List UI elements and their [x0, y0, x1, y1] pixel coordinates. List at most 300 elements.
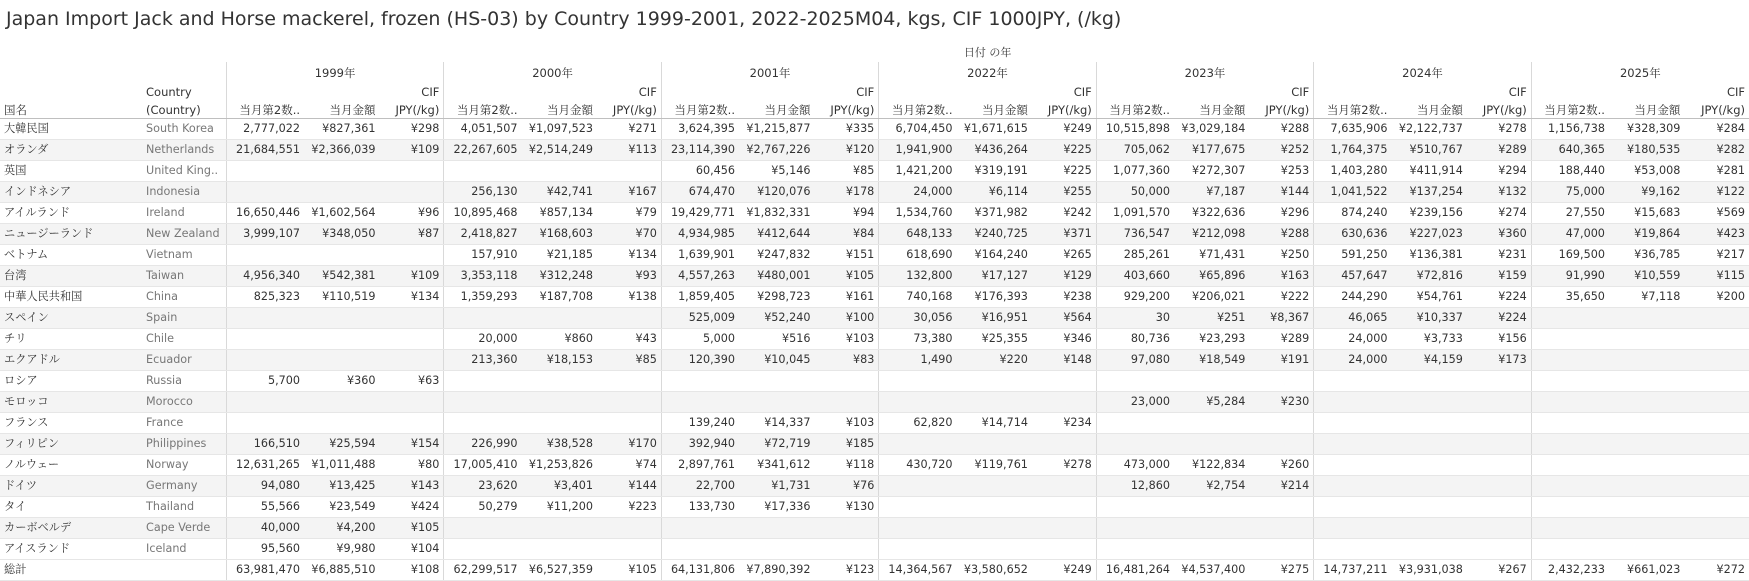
amount-cell: ¥11,200: [522, 497, 597, 518]
qty-cell: 874,240: [1314, 203, 1392, 224]
cif-header-line1: CIF: [856, 85, 875, 99]
cif-cell: ¥289: [1249, 329, 1313, 350]
amount-cell: ¥1,731: [739, 476, 814, 497]
cif-cell: [597, 413, 661, 434]
cif-cell: [1467, 539, 1531, 560]
cif-cell: ¥224: [1467, 287, 1531, 308]
amount-cell: ¥72,816: [1391, 266, 1466, 287]
qty-cell: 1,639,901: [661, 245, 739, 266]
amount-cell: [1609, 350, 1684, 371]
amount-cell: [1174, 518, 1249, 539]
qty-cell: 648,133: [879, 224, 957, 245]
amount-cell: ¥14,337: [739, 413, 814, 434]
amount-cell: [1174, 497, 1249, 518]
table-row: [0, 371, 1749, 392]
qty-cell: 188,440: [1531, 161, 1609, 182]
cif-cell: [597, 308, 661, 329]
qty-cell: [1531, 371, 1609, 392]
qty-cell: 14,737,211: [1314, 560, 1392, 581]
qty-cell: 62,299,517: [444, 560, 522, 581]
cif-cell: [1467, 413, 1531, 434]
country-name-ja: タイ: [0, 497, 142, 518]
amount-cell: [1391, 518, 1466, 539]
cif-cell: [597, 539, 661, 560]
qty-cell: 5,700: [226, 371, 304, 392]
amount-cell: [304, 182, 379, 203]
qty-cell: 674,470: [661, 182, 739, 203]
qty-cell: [226, 182, 304, 203]
country-name-ja: ベトナム: [0, 245, 142, 266]
qty-cell: [226, 392, 304, 413]
qty-cell: 825,323: [226, 287, 304, 308]
cif-cell: [1684, 350, 1749, 371]
cif-cell: ¥83: [814, 350, 878, 371]
table-row: [0, 476, 1749, 497]
amount-header: 当月金額: [304, 100, 379, 119]
qty-cell: [1096, 518, 1174, 539]
qty-cell: [661, 518, 739, 539]
amount-cell: ¥25,594: [304, 434, 379, 455]
qty-cell: 12,631,265: [226, 455, 304, 476]
amount-cell: ¥136,381: [1391, 245, 1466, 266]
amount-cell: ¥38,528: [522, 434, 597, 455]
country-name-en: Iceland: [142, 539, 226, 560]
qty-cell: 256,130: [444, 182, 522, 203]
amount-cell: ¥3,401: [522, 476, 597, 497]
cif-cell: [379, 392, 443, 413]
cif-cell: ¥249: [1032, 119, 1096, 140]
qty-cell: 60,456: [661, 161, 739, 182]
header-spacer: [444, 84, 522, 100]
country-name-ja: 台湾: [0, 266, 142, 287]
amount-cell: [1609, 518, 1684, 539]
country-name-ja: エクアドル: [0, 350, 142, 371]
qty-cell: 80,736: [1096, 329, 1174, 350]
cif-cell: ¥178: [814, 182, 878, 203]
column-header-row-2: [0, 100, 1749, 119]
table-row: [0, 413, 1749, 434]
qty-cell: 2,432,233: [1531, 560, 1609, 581]
amount-cell: ¥177,675: [1174, 140, 1249, 161]
cif-cell: [1467, 476, 1531, 497]
cif-cell: ¥122: [1684, 182, 1749, 203]
amount-header: 当月金額: [1174, 100, 1249, 119]
country-name-ja: モロッコ: [0, 392, 142, 413]
cif-cell: [814, 392, 878, 413]
cif-cell: [1249, 539, 1313, 560]
amount-cell: ¥110,519: [304, 287, 379, 308]
header-spacer: [879, 84, 957, 100]
cif-cell: [1684, 434, 1749, 455]
amount-cell: [522, 413, 597, 434]
amount-cell: ¥14,714: [956, 413, 1031, 434]
cif-cell: [1467, 497, 1531, 518]
date-header-row: [0, 44, 1749, 62]
country-name-en: Ireland: [142, 203, 226, 224]
qty-cell: 1,764,375: [1314, 140, 1392, 161]
qty-cell: 244,290: [1314, 287, 1392, 308]
amount-cell: [1174, 371, 1249, 392]
country-header-line2: (Country): [142, 100, 226, 119]
cif-cell: ¥63: [379, 371, 443, 392]
amount-cell: ¥240,725: [956, 224, 1031, 245]
amount-cell: [304, 308, 379, 329]
qty-cell: 22,700: [661, 476, 739, 497]
qty-header: 当月第2数..: [879, 100, 957, 119]
header-spacer: [956, 84, 1031, 100]
cif-cell: ¥424: [379, 497, 443, 518]
amount-cell: ¥3,733: [1391, 329, 1466, 350]
cif-header-line2: JPY(/kg): [1684, 100, 1749, 119]
qty-cell: 1,534,760: [879, 203, 957, 224]
amount-cell: ¥857,134: [522, 203, 597, 224]
cif-cell: ¥134: [597, 245, 661, 266]
table-row: [0, 161, 1749, 182]
qty-cell: [879, 476, 957, 497]
qty-cell: 1,359,293: [444, 287, 522, 308]
table-row: [0, 539, 1749, 560]
amount-cell: [1391, 392, 1466, 413]
amount-cell: ¥19,864: [1609, 224, 1684, 245]
country-name-ja: ノルウェー: [0, 455, 142, 476]
country-name-en: [142, 560, 226, 581]
qty-cell: 120,390: [661, 350, 739, 371]
qty-cell: [1096, 539, 1174, 560]
cif-cell: ¥200: [1684, 287, 1749, 308]
amount-cell: ¥542,381: [304, 266, 379, 287]
qty-cell: 19,429,771: [661, 203, 739, 224]
year-header: 2001年: [661, 62, 878, 84]
qty-cell: 27,550: [1531, 203, 1609, 224]
country-name-en: Taiwan: [142, 266, 226, 287]
qty-cell: [1531, 350, 1609, 371]
cif-cell: ¥113: [597, 140, 661, 161]
amount-cell: ¥23,293: [1174, 329, 1249, 350]
cif-cell: [1249, 518, 1313, 539]
amount-cell: ¥227,023: [1391, 224, 1466, 245]
amount-cell: ¥411,914: [1391, 161, 1466, 182]
amount-cell: ¥52,240: [739, 308, 814, 329]
cif-cell: ¥234: [1032, 413, 1096, 434]
cif-cell: ¥138: [597, 287, 661, 308]
qty-cell: 226,990: [444, 434, 522, 455]
qty-cell: [1314, 497, 1392, 518]
amount-cell: ¥1,832,331: [739, 203, 814, 224]
qty-cell: 4,956,340: [226, 266, 304, 287]
qty-header: 当月第2数..: [226, 100, 304, 119]
country-name-en: South Korea: [142, 119, 226, 140]
cif-cell: [379, 329, 443, 350]
qty-cell: [1096, 371, 1174, 392]
cif-cell: [1032, 497, 1096, 518]
amount-cell: ¥298,723: [739, 287, 814, 308]
country-name-ja: アイルランド: [0, 203, 142, 224]
table-row: [0, 350, 1749, 371]
table-row: [0, 140, 1749, 161]
cif-cell: [1684, 455, 1749, 476]
cif-cell: ¥217: [1684, 245, 1749, 266]
amount-cell: [522, 539, 597, 560]
header-spacer: [522, 84, 597, 100]
header-spacer: [1391, 84, 1466, 100]
cif-cell: ¥161: [814, 287, 878, 308]
year-header: 2000年: [444, 62, 661, 84]
cif-cell: ¥134: [379, 287, 443, 308]
qty-cell: 139,240: [661, 413, 739, 434]
amount-cell: ¥17,336: [739, 497, 814, 518]
amount-cell: ¥36,785: [1609, 245, 1684, 266]
cif-cell: ¥564: [1032, 308, 1096, 329]
qty-header: 当月第2数..: [1096, 100, 1174, 119]
amount-cell: [1609, 392, 1684, 413]
qty-cell: [879, 518, 957, 539]
cif-cell: ¥84: [814, 224, 878, 245]
cif-cell: ¥43: [597, 329, 661, 350]
amount-cell: ¥3,931,038: [1391, 560, 1466, 581]
cif-cell: ¥252: [1249, 140, 1313, 161]
qty-cell: [444, 161, 522, 182]
cif-cell: ¥296: [1249, 203, 1313, 224]
amount-cell: ¥2,366,039: [304, 140, 379, 161]
qty-cell: 473,000: [1096, 455, 1174, 476]
cif-cell: [379, 161, 443, 182]
cif-header-line2: JPY(/kg): [1032, 100, 1096, 119]
qty-cell: 4,051,507: [444, 119, 522, 140]
name-header: 国名: [0, 100, 142, 119]
amount-cell: ¥827,361: [304, 119, 379, 140]
amount-cell: [1391, 434, 1466, 455]
amount-cell: ¥2,767,226: [739, 140, 814, 161]
header-spacer: [304, 84, 379, 100]
cif-cell: ¥80: [379, 455, 443, 476]
cif-cell: ¥144: [1249, 182, 1313, 203]
country-name-ja: カーボベルデ: [0, 518, 142, 539]
column-header-row-1: [0, 84, 1749, 100]
qty-cell: 430,720: [879, 455, 957, 476]
amount-cell: ¥247,832: [739, 245, 814, 266]
cif-cell: ¥103: [814, 329, 878, 350]
cif-cell: ¥346: [1032, 329, 1096, 350]
cif-cell: ¥271: [597, 119, 661, 140]
qty-cell: 50,279: [444, 497, 522, 518]
amount-cell: ¥319,191: [956, 161, 1031, 182]
amount-cell: [1391, 371, 1466, 392]
table-row: [0, 329, 1749, 350]
cif-cell: ¥109: [379, 266, 443, 287]
amount-cell: ¥71,431: [1174, 245, 1249, 266]
cif-cell: ¥118: [814, 455, 878, 476]
amount-cell: ¥164,240: [956, 245, 1031, 266]
qty-cell: 12,860: [1096, 476, 1174, 497]
cif-cell: ¥74: [597, 455, 661, 476]
cif-cell: ¥159: [1467, 266, 1531, 287]
cif-header-line2: JPY(/kg): [379, 100, 443, 119]
amount-cell: [1609, 329, 1684, 350]
qty-cell: 3,999,107: [226, 224, 304, 245]
qty-cell: 24,000: [1314, 329, 1392, 350]
country-name-ja: ニュージーランド: [0, 224, 142, 245]
qty-cell: 16,481,264: [1096, 560, 1174, 581]
amount-cell: ¥360: [304, 371, 379, 392]
amount-cell: [1391, 476, 1466, 497]
amount-cell: ¥212,098: [1174, 224, 1249, 245]
cif-cell: [1684, 392, 1749, 413]
qty-cell: 94,080: [226, 476, 304, 497]
country-name-ja: ドイツ: [0, 476, 142, 497]
country-name-en: Morocco: [142, 392, 226, 413]
cif-cell: ¥108: [379, 560, 443, 581]
qty-cell: 21,684,551: [226, 140, 304, 161]
cif-cell: ¥85: [597, 350, 661, 371]
cif-cell: [1032, 539, 1096, 560]
cif-cell: ¥76: [814, 476, 878, 497]
qty-cell: 7,635,906: [1314, 119, 1392, 140]
cif-cell: ¥360: [1467, 224, 1531, 245]
country-name-ja: フィリピン: [0, 434, 142, 455]
country-name-ja: 英国: [0, 161, 142, 182]
qty-cell: 75,000: [1531, 182, 1609, 203]
amount-cell: ¥206,021: [1174, 287, 1249, 308]
header-spacer: [0, 62, 226, 84]
qty-cell: 17,005,410: [444, 455, 522, 476]
cif-cell: ¥191: [1249, 350, 1313, 371]
cif-cell: ¥267: [1467, 560, 1531, 581]
amount-cell: [956, 497, 1031, 518]
cif-cell: [1249, 434, 1313, 455]
country-name-ja: アイスランド: [0, 539, 142, 560]
amount-cell: ¥220: [956, 350, 1031, 371]
table-row: [0, 287, 1749, 308]
qty-cell: [661, 539, 739, 560]
amount-cell: [304, 245, 379, 266]
amount-cell: ¥860: [522, 329, 597, 350]
amount-cell: ¥168,603: [522, 224, 597, 245]
amount-cell: ¥371,982: [956, 203, 1031, 224]
qty-cell: 618,690: [879, 245, 957, 266]
country-name-en: Philippines: [142, 434, 226, 455]
crosstab-table-container: [0, 44, 1749, 581]
country-name-ja: オランダ: [0, 140, 142, 161]
qty-cell: [1531, 497, 1609, 518]
header-spacer: [1096, 84, 1174, 100]
amount-cell: ¥5,284: [1174, 392, 1249, 413]
amount-cell: ¥661,023: [1609, 560, 1684, 581]
amount-cell: [956, 539, 1031, 560]
qty-cell: 169,500: [1531, 245, 1609, 266]
amount-cell: ¥10,559: [1609, 266, 1684, 287]
cif-cell: [1249, 497, 1313, 518]
cif-cell: ¥222: [1249, 287, 1313, 308]
cif-cell: ¥144: [597, 476, 661, 497]
qty-cell: [1314, 392, 1392, 413]
amount-cell: ¥21,185: [522, 245, 597, 266]
qty-cell: 1,403,280: [1314, 161, 1392, 182]
amount-header: 当月金額: [956, 100, 1031, 119]
cif-cell: ¥151: [814, 245, 878, 266]
amount-header: 当月金額: [739, 100, 814, 119]
amount-cell: [1609, 371, 1684, 392]
amount-cell: [304, 350, 379, 371]
cif-cell: [1684, 497, 1749, 518]
table-row: [0, 518, 1749, 539]
qty-cell: 929,200: [1096, 287, 1174, 308]
qty-cell: 1,091,570: [1096, 203, 1174, 224]
cif-cell: ¥79: [597, 203, 661, 224]
cif-cell: ¥275: [1249, 560, 1313, 581]
amount-cell: ¥1,097,523: [522, 119, 597, 140]
amount-cell: ¥23,549: [304, 497, 379, 518]
qty-cell: 95,560: [226, 539, 304, 560]
cif-header-line2: JPY(/kg): [1467, 100, 1531, 119]
cif-cell: [379, 245, 443, 266]
amount-cell: [304, 413, 379, 434]
amount-cell: ¥10,045: [739, 350, 814, 371]
amount-cell: ¥1,671,615: [956, 119, 1031, 140]
qty-cell: 403,660: [1096, 266, 1174, 287]
header-spacer: [1174, 84, 1249, 100]
qty-cell: 91,990: [1531, 266, 1609, 287]
table-row: [0, 203, 1749, 224]
cif-header-line1: CIF: [1726, 85, 1745, 99]
qty-cell: [1314, 434, 1392, 455]
qty-header: 当月第2数..: [1531, 100, 1609, 119]
country-name-ja: チリ: [0, 329, 142, 350]
cif-cell: [1032, 518, 1096, 539]
amount-cell: ¥1,253,826: [522, 455, 597, 476]
cif-cell: ¥423: [1684, 224, 1749, 245]
qty-cell: [1314, 476, 1392, 497]
table-row: [0, 497, 1749, 518]
qty-cell: 3,353,118: [444, 266, 522, 287]
qty-cell: 1,859,405: [661, 287, 739, 308]
year-header: 2023年: [1096, 62, 1313, 84]
amount-cell: ¥65,896: [1174, 266, 1249, 287]
qty-cell: 525,009: [661, 308, 739, 329]
cif-header-line2: JPY(/kg): [814, 100, 878, 119]
amount-cell: ¥3,029,184: [1174, 119, 1249, 140]
cif-cell: ¥272: [1684, 560, 1749, 581]
cif-cell: ¥70: [597, 224, 661, 245]
qty-cell: 132,800: [879, 266, 957, 287]
qty-cell: [879, 371, 957, 392]
cif-cell: ¥185: [814, 434, 878, 455]
cif-cell: [597, 392, 661, 413]
cif-cell: ¥250: [1249, 245, 1313, 266]
qty-cell: 73,380: [879, 329, 957, 350]
amount-cell: [522, 161, 597, 182]
amount-cell: ¥53,008: [1609, 161, 1684, 182]
year-header: 2024年: [1314, 62, 1531, 84]
qty-cell: [1531, 518, 1609, 539]
amount-cell: ¥239,156: [1391, 203, 1466, 224]
cif-cell: ¥163: [1249, 266, 1313, 287]
cif-cell: [379, 413, 443, 434]
amount-cell: ¥120,076: [739, 182, 814, 203]
amount-cell: ¥187,708: [522, 287, 597, 308]
table-row: [0, 245, 1749, 266]
year-header-row: [0, 62, 1749, 84]
page-title: Japan Import Jack and Horse mackerel, frozen (HS-03) by Country 1999-2001, 2022-2025M04, kgs, CIF 1000JPY, (/kg): [6, 8, 1122, 30]
cif-cell: [1467, 392, 1531, 413]
amount-cell: ¥1,011,488: [304, 455, 379, 476]
qty-cell: [1096, 497, 1174, 518]
cif-cell: [597, 371, 661, 392]
qty-cell: 24,000: [1314, 350, 1392, 371]
qty-cell: 1,156,738: [1531, 119, 1609, 140]
country-name-en: China: [142, 287, 226, 308]
amount-cell: ¥516: [739, 329, 814, 350]
header-spacer: [1314, 84, 1392, 100]
